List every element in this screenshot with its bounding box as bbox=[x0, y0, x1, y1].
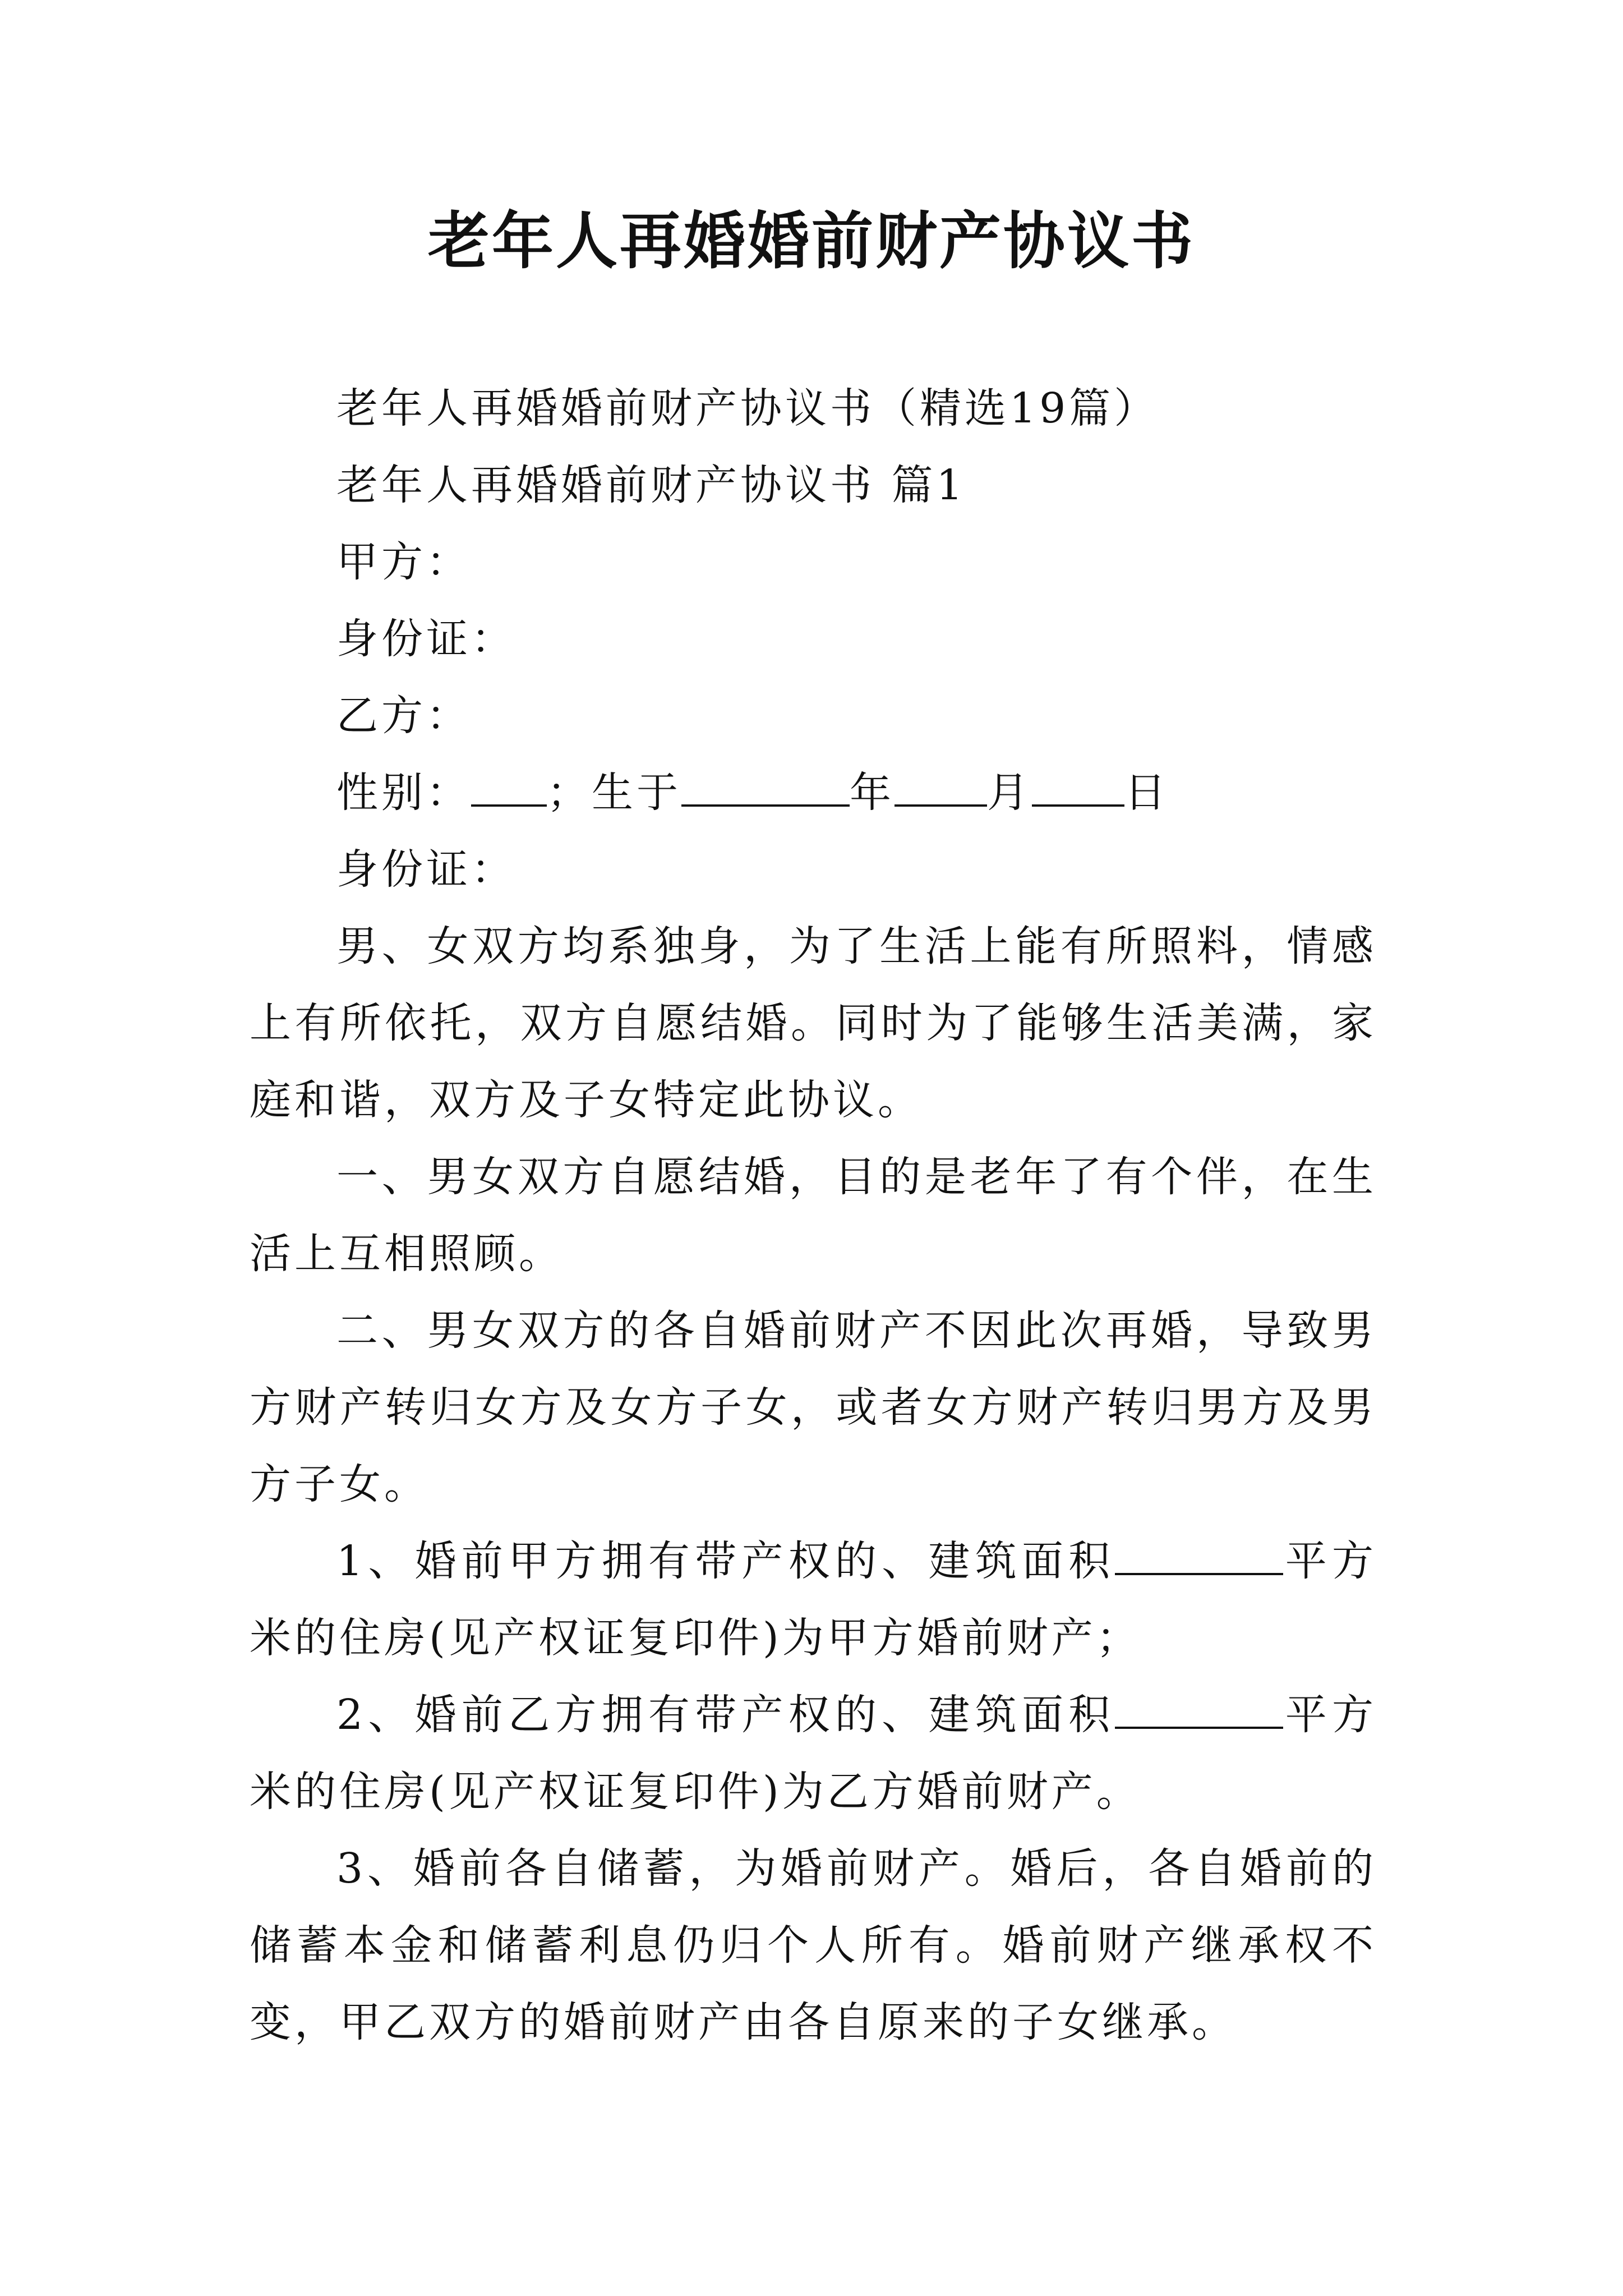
gender-blank bbox=[471, 770, 547, 807]
clause-2-after: 平方米的住房(见产权证复印件)为乙方婚前财产。 bbox=[250, 1691, 1377, 1816]
paragraph-clause-two: 二、男女双方的各自婚前财产不因此次再婚，导致男方财产转归女方及女方子女，或者女方财产转归男方及男方子女。 bbox=[250, 1306, 1377, 1508]
gender-label: 性别： bbox=[336, 769, 471, 817]
party-a-label: 甲方： bbox=[336, 538, 471, 586]
clause-1-before: 1、婚前甲方拥有带产权的、建筑面积 bbox=[336, 1537, 1115, 1585]
party-b-label: 乙方： bbox=[336, 692, 471, 740]
id-label-1: 身份证： bbox=[336, 615, 516, 663]
paragraph-intro: 男、女双方均系独身，为了生活上能有所照料，情感上有所依托，双方自愿结婚。同时为了能够生活美满，家庭和谐，双方及子女特定此协议。 bbox=[250, 922, 1377, 1124]
paragraph-clause-one: 一、男女双方自愿结婚，目的是老年了有个伴，在生活上互相照顾。 bbox=[250, 1153, 1377, 1278]
id-label-2: 身份证： bbox=[336, 845, 516, 894]
month-blank bbox=[895, 770, 987, 807]
clause-1 bbox=[250, 1523, 1377, 1677]
clause-2 bbox=[250, 1677, 1377, 1830]
month-label: 月 bbox=[987, 769, 1032, 817]
gender-birth-line bbox=[250, 754, 1377, 831]
area-blank-a bbox=[1115, 1538, 1283, 1575]
clause-2-before: 2、婚前乙方拥有带产权的、建筑面积 bbox=[336, 1691, 1115, 1739]
day-label: 日 bbox=[1124, 769, 1169, 817]
document-title: 老年人再婚婚前财产协议书 bbox=[428, 205, 1195, 277]
document-body bbox=[250, 370, 1377, 2061]
clause-3: 3、婚前各自储蓄，为婚前财产。婚后，各自婚前的储蓄本金和储蓄利息仍归个人所有。婚前财产继承权不变，甲乙双方的婚前财产由各自原来的子女继承。 bbox=[250, 1844, 1377, 2046]
clause-1-after: 平方米的住房(见产权证复印件)为甲方婚前财产； bbox=[250, 1537, 1377, 1662]
born-label: ；生于 bbox=[547, 769, 681, 817]
area-blank-b bbox=[1115, 1692, 1283, 1729]
year-label: 年 bbox=[850, 769, 895, 817]
section-heading: 老年人再婚婚前财产协议书 篇1 bbox=[336, 461, 966, 509]
document-subtitle: 老年人再婚婚前财产协议书（精选19篇） bbox=[336, 384, 1159, 432]
year-blank bbox=[681, 770, 850, 807]
day-blank bbox=[1032, 770, 1124, 807]
